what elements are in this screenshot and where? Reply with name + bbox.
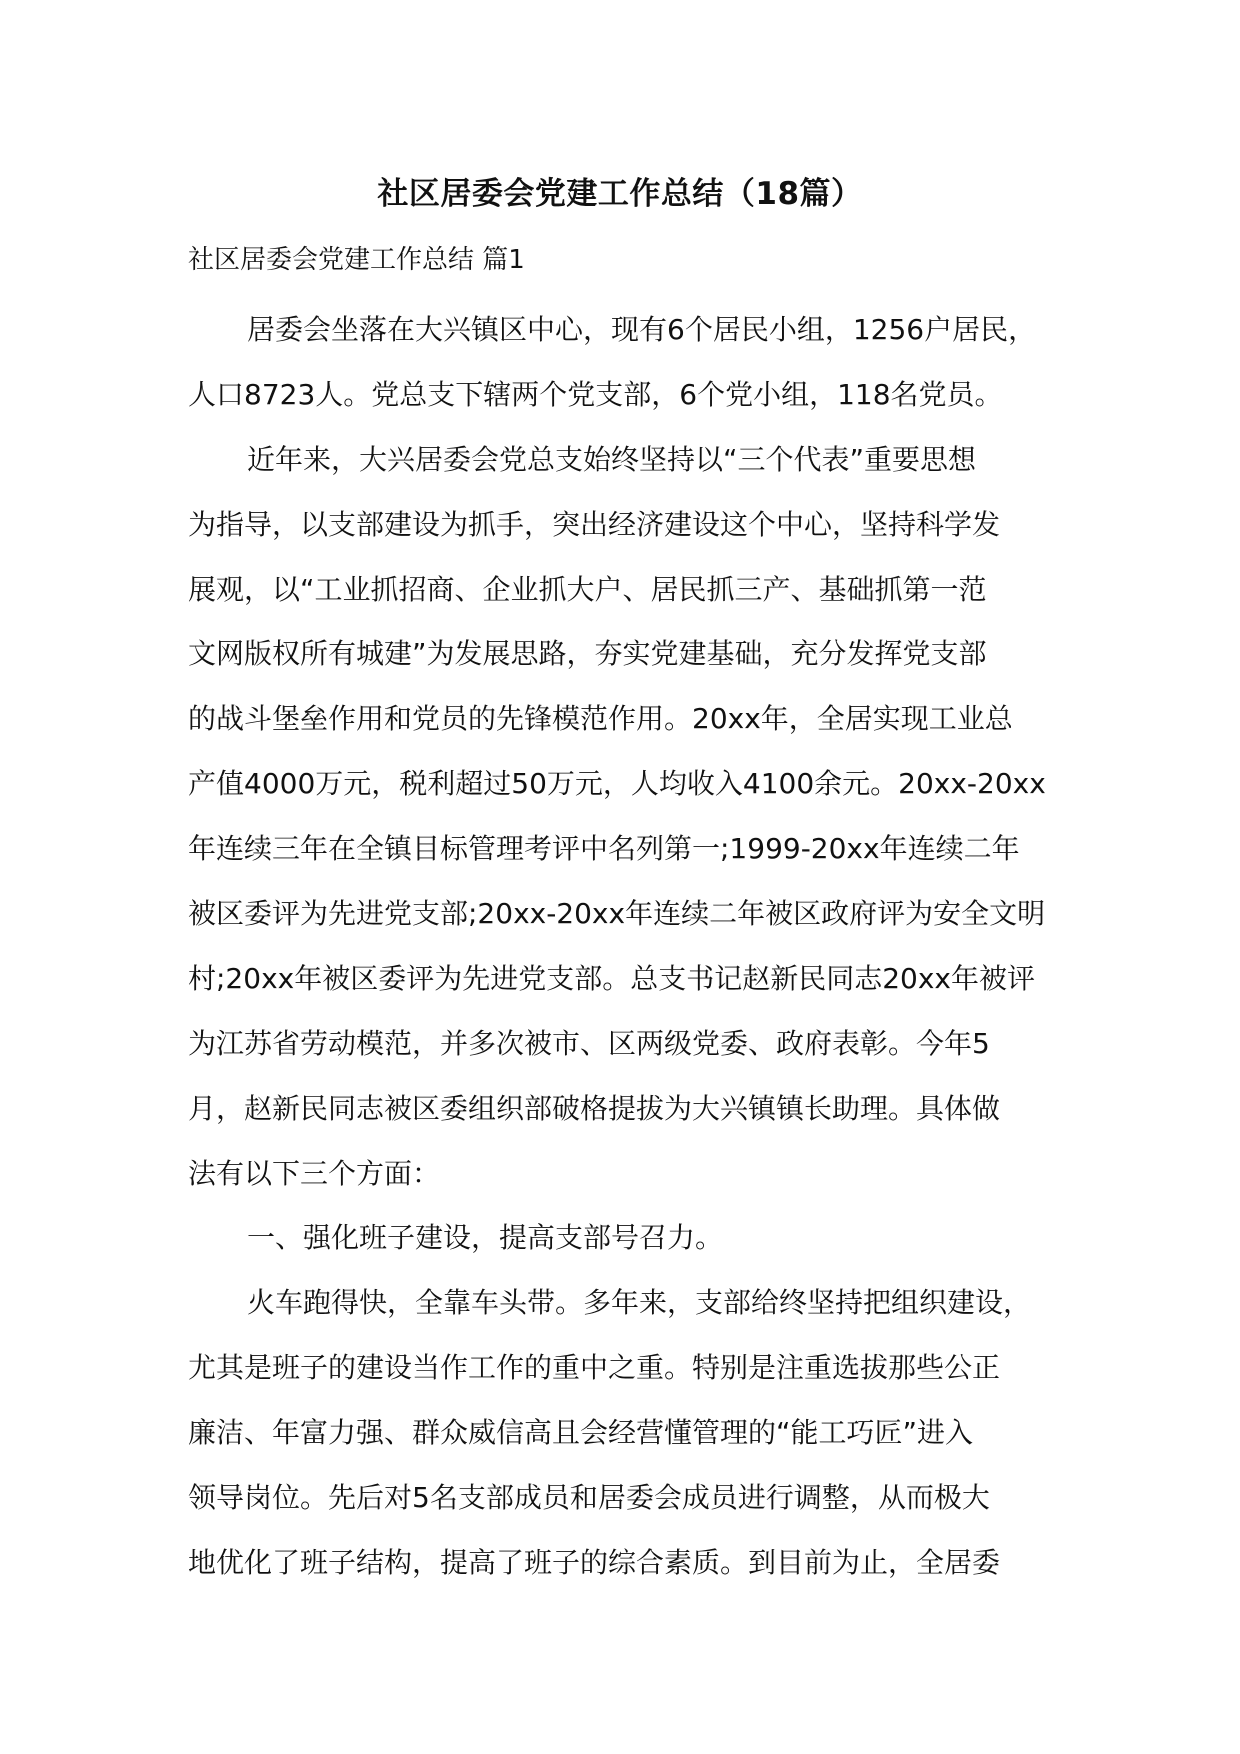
paragraph-line: 一、强化班子建设，提高支部号召力。 <box>247 1221 724 1255</box>
paragraph-line: 为指导，以支部建设为抓手，突出经济建设这个中心，坚持科学发 <box>188 507 1001 541</box>
paragraph-line: 领导岗位。先后对5名支部成员和居委会成员进行调整，从而极大 <box>188 1481 990 1515</box>
section-heading: 社区居委会党建工作总结 篇1 <box>188 245 525 275</box>
paragraph-line: 的战斗堡垒作用和党员的先锋模范作用。20xx年，全居实现工业总 <box>188 702 1013 736</box>
document-body <box>188 310 1088 1608</box>
document-title: 社区居委会党建工作总结（18篇） <box>377 176 863 212</box>
paragraph-line: 尤其是班子的建设当作工作的重中之重。特别是注重选拔那些公正 <box>188 1351 1001 1385</box>
paragraph-line: 火车跑得快，全靠车头带。多年来，支部给终坚持把组织建设， <box>247 1286 1032 1320</box>
paragraph-line: 月，赵新民同志被区委组织部破格提拔为大兴镇镇长助理。具体做 <box>188 1091 1001 1125</box>
paragraph-line: 年连续三年在全镇目标管理考评中名列第一;1999-20xx年连续二年 <box>188 832 1020 866</box>
paragraph-line: 人口8723人。党总支下辖两个党支部，6个党小组，118名党员。 <box>188 377 1003 411</box>
paragraph-line: 居委会坐落在大兴镇区中心，现有6个居民小组，1256户居民， <box>247 313 1037 346</box>
paragraph-line: 廉洁、年富力强、群众威信高且会经营懂管理的“能工巧匠”进入 <box>188 1416 974 1450</box>
paragraph-line: 产值4000万元，税利超过50万元，人均收入4100余元。20xx-20xx <box>188 767 1046 801</box>
paragraph-line: 地优化了班子结构，提高了班子的综合素质。到目前为止，全居委 <box>188 1545 1001 1579</box>
paragraph-line: 被区委评为先进党支部;20xx-20xx年连续二年被区政府评为安全文明 <box>188 897 1046 931</box>
paragraph-line: 文网版权所有城建”为发展思路，夯实党建基础，充分发挥党支部 <box>188 637 987 671</box>
paragraph-line: 为江苏省劳动模范，并多次被市、区两级党委、政府表彰。今年5 <box>188 1026 990 1060</box>
paragraph-line: 展观，以“工业抓招商、企业抓大户、居民抓三产、基础抓第一范 <box>188 572 987 606</box>
paragraph-line: 法有以下三个方面： <box>188 1156 441 1190</box>
paragraph-line: 村;20xx年被区委评为先进党支部。总支书记赵新民同志20xx年被评 <box>188 961 1035 995</box>
paragraph-line: 近年来，大兴居委会党总支始终坚持以“三个代表”重要思想 <box>247 442 977 476</box>
